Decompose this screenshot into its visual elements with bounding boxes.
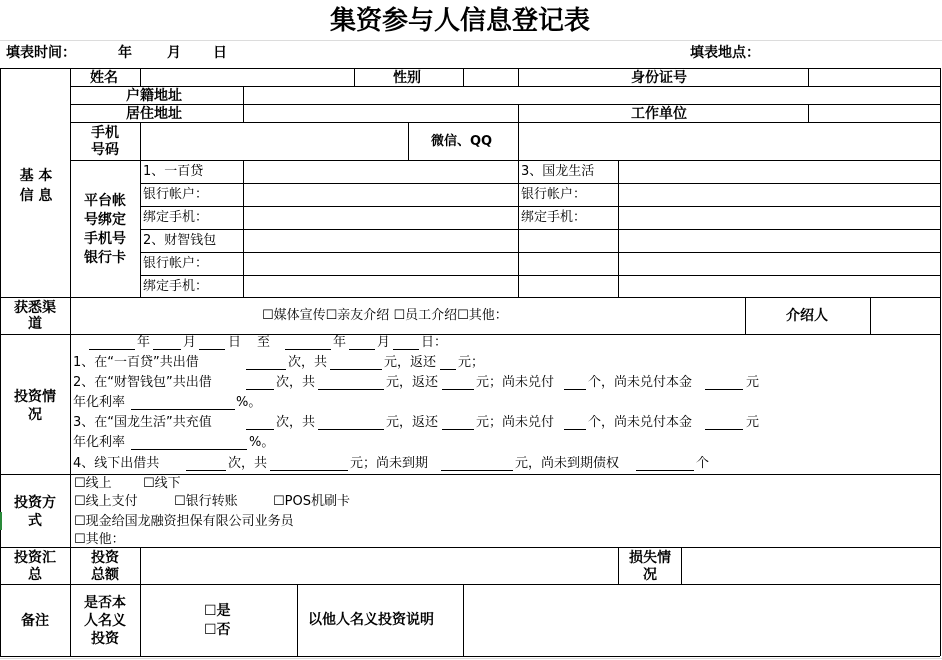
residence-address-label: 居住地址	[126, 106, 182, 122]
col-line	[518, 104, 519, 122]
row-line	[140, 252, 940, 253]
table-border-top	[0, 68, 940, 69]
table-border-left	[0, 68, 1, 656]
col-line	[518, 68, 519, 86]
table-border-right	[940, 68, 941, 656]
invest-rate-3-b: %。	[249, 435, 275, 450]
invest-line-4-b: 次，共	[228, 456, 268, 471]
invest-line-3-e: 个，尚未兑付本金	[588, 415, 693, 430]
blank-underline	[442, 389, 474, 390]
gridline	[0, 658, 942, 659]
invest-line-1-d: 元；	[458, 355, 485, 370]
work-unit-label: 工作单位	[631, 106, 687, 122]
blank-underline	[246, 369, 286, 370]
blank-underline	[441, 470, 513, 471]
col-line	[618, 160, 619, 297]
blank-underline	[199, 349, 225, 350]
invest-line-2-f: 元	[746, 375, 760, 390]
invest-line-3-a: 3、在“国龙生活”共充值	[73, 415, 212, 430]
platform-2-name: 2、财智钱包	[143, 233, 217, 248]
row-line	[140, 183, 940, 184]
col-line	[354, 68, 355, 86]
method-online-pay-checkbox[interactable]: ☐线上支付	[74, 494, 138, 509]
method-pos-checkbox[interactable]: ☐POS机刷卡	[273, 494, 350, 509]
fill-place-label: 填表地点：	[690, 45, 760, 61]
self-no-checkbox[interactable]: ☐否	[204, 622, 231, 638]
blank-underline	[705, 429, 743, 430]
invest-line-1-a: 1、在“一百贷”共出借	[73, 355, 199, 370]
invest-line-3-b: 次，共	[276, 415, 316, 430]
gridline	[0, 40, 942, 41]
invest-line-3-f: 元	[746, 415, 760, 430]
total-amount-label: 投资 总额	[91, 550, 119, 583]
invest-rate-2-b: %。	[236, 395, 262, 410]
summary-label: 投资汇 总	[14, 550, 56, 583]
blank-underline	[330, 369, 382, 370]
invest-line-2-a: 2、在“财智钱包”共出借	[73, 375, 212, 390]
period-year-2: 年	[333, 335, 347, 350]
row-line	[70, 122, 940, 123]
invest-line-2-b: 次，共	[276, 375, 316, 390]
channel-options[interactable]: ☐媒体宣传☐亲友介绍 ☐员工介绍☐其他：	[262, 308, 508, 323]
col-line	[243, 86, 244, 122]
platform-1-bank-label: 银行帐户：	[143, 187, 209, 202]
invest-line-4-e: 个	[696, 456, 710, 471]
col-line	[618, 547, 619, 584]
col-line	[70, 68, 71, 297]
remark-label: 备注	[21, 613, 49, 629]
method-offline-checkbox[interactable]: ☐线下	[143, 476, 181, 491]
name-label: 姓名	[90, 70, 118, 86]
row-marker	[0, 512, 2, 530]
method-label: 投资方 式	[14, 495, 56, 529]
col-line	[140, 160, 141, 297]
other-name-explanation-label: 以他人名义投资说明	[308, 612, 434, 628]
row-line	[0, 474, 940, 475]
blank-underline	[318, 389, 384, 390]
page-title: 集资参与人信息登记表	[330, 6, 591, 36]
method-cash-checkbox[interactable]: ☐现金给国龙融资担保有限公司业务员	[74, 514, 294, 529]
invest-line-4-c: 元；尚未到期	[350, 456, 429, 471]
col-line	[745, 297, 746, 334]
col-line	[808, 104, 809, 122]
col-line	[70, 584, 71, 656]
invest-line-1-b: 次，共	[288, 355, 328, 370]
introducer-label: 介绍人	[786, 308, 828, 324]
platform-1-name: 1、一百贷	[143, 164, 204, 179]
blank-underline	[393, 349, 419, 350]
blank-underline	[440, 369, 456, 370]
invest-line-2-d: 元；尚未兑付	[476, 375, 555, 390]
blank-underline	[270, 470, 348, 471]
blank-underline	[564, 429, 586, 430]
fill-month: 月	[167, 45, 181, 61]
invest-rate-3-a: 年化利率	[73, 435, 126, 450]
invest-rate-2-a: 年化利率	[73, 395, 126, 410]
row-line	[140, 275, 940, 276]
col-line	[70, 547, 71, 584]
period-year-1: 年	[137, 335, 151, 350]
col-line	[243, 160, 244, 297]
blank-underline	[186, 470, 226, 471]
col-line	[70, 334, 71, 474]
col-line	[463, 584, 464, 656]
fill-year: 年	[118, 45, 132, 61]
wechat-qq-label: 微信、QQ	[431, 134, 493, 149]
col-line	[70, 297, 71, 334]
fill-time-label: 填表时间：	[6, 45, 76, 61]
invest-line-2-c: 元，返还	[386, 375, 439, 390]
table-border-bottom	[0, 656, 940, 657]
period-day-1: 日	[228, 335, 242, 350]
blank-underline	[246, 429, 274, 430]
col-line	[463, 68, 464, 86]
invest-line-2-e: 个，尚未兑付本金	[588, 375, 693, 390]
period-to: 至	[257, 335, 271, 350]
col-line	[681, 547, 682, 584]
blank-underline	[153, 349, 181, 350]
blank-underline	[564, 389, 586, 390]
col-line	[408, 122, 409, 160]
period-month-1: 月	[183, 335, 197, 350]
platform-2-phone-label: 绑定手机：	[143, 279, 209, 294]
col-line	[808, 68, 809, 86]
blank-underline	[131, 449, 247, 450]
platform-1-phone-label: 绑定手机：	[143, 210, 209, 225]
self-name-label: 是否本 人名义 投资	[84, 595, 126, 647]
invest-line-3-c: 元，返还	[386, 415, 439, 430]
invest-line-3-d: 元；尚未兑付	[476, 415, 555, 430]
blank-underline	[89, 349, 135, 350]
col-line	[870, 297, 871, 334]
blank-underline	[442, 429, 474, 430]
blank-underline	[131, 409, 235, 410]
blank-underline	[285, 349, 331, 350]
platform-3-bank-label: 银行帐户：	[521, 187, 587, 202]
col-line	[518, 160, 519, 297]
self-yes-checkbox[interactable]: ☐是	[204, 603, 231, 619]
invest-line-1-c: 元，返还	[384, 355, 437, 370]
col-line	[140, 584, 141, 656]
period-day-2: 日：	[421, 335, 448, 350]
invest-label: 投资情 况	[14, 389, 56, 423]
basic-section-label: 基 本 信 息	[19, 168, 53, 204]
col-line	[140, 547, 141, 584]
row-line	[140, 206, 940, 207]
col-line	[140, 122, 141, 160]
channel-label: 获悉渠 道	[14, 300, 56, 332]
fill-day: 日	[213, 45, 227, 61]
row-line	[0, 584, 940, 585]
loss-label: 损失情 况	[629, 550, 671, 583]
col-line	[70, 474, 71, 547]
method-bank-transfer-checkbox[interactable]: ☐银行转账	[174, 494, 238, 509]
col-line	[140, 68, 141, 86]
gender-label: 性别	[393, 70, 421, 86]
phone-label: 手机 号码	[91, 125, 119, 158]
row-line	[70, 160, 940, 161]
platform-3-name: 3、国龙生活	[521, 164, 595, 179]
row-line	[140, 229, 940, 230]
blank-underline	[349, 349, 375, 350]
hukou-address-label: 户籍地址	[126, 88, 182, 104]
col-line	[518, 122, 519, 160]
row-line	[0, 547, 940, 548]
blank-underline	[705, 389, 743, 390]
row-line	[70, 86, 940, 87]
invest-line-4-a: 4、线下出借共	[73, 456, 160, 471]
period-month-2: 月	[377, 335, 391, 350]
method-online-checkbox[interactable]: ☐线上	[74, 476, 112, 491]
row-line	[70, 104, 940, 105]
row-line	[0, 297, 940, 298]
blank-underline	[636, 470, 694, 471]
platform-3-phone-label: 绑定手机：	[521, 210, 587, 225]
col-line	[297, 584, 298, 656]
blank-underline	[246, 389, 274, 390]
invest-line-4-d: 元，尚未到期债权	[515, 456, 620, 471]
blank-underline	[318, 429, 384, 430]
platform-2-bank-label: 银行帐户：	[143, 256, 209, 271]
method-other-checkbox[interactable]: ☐其他：	[74, 532, 125, 547]
id-number-label: 身份证号	[631, 70, 687, 86]
platform-account-label: 平台帐 号绑定 手机号 银行卡	[84, 193, 126, 266]
